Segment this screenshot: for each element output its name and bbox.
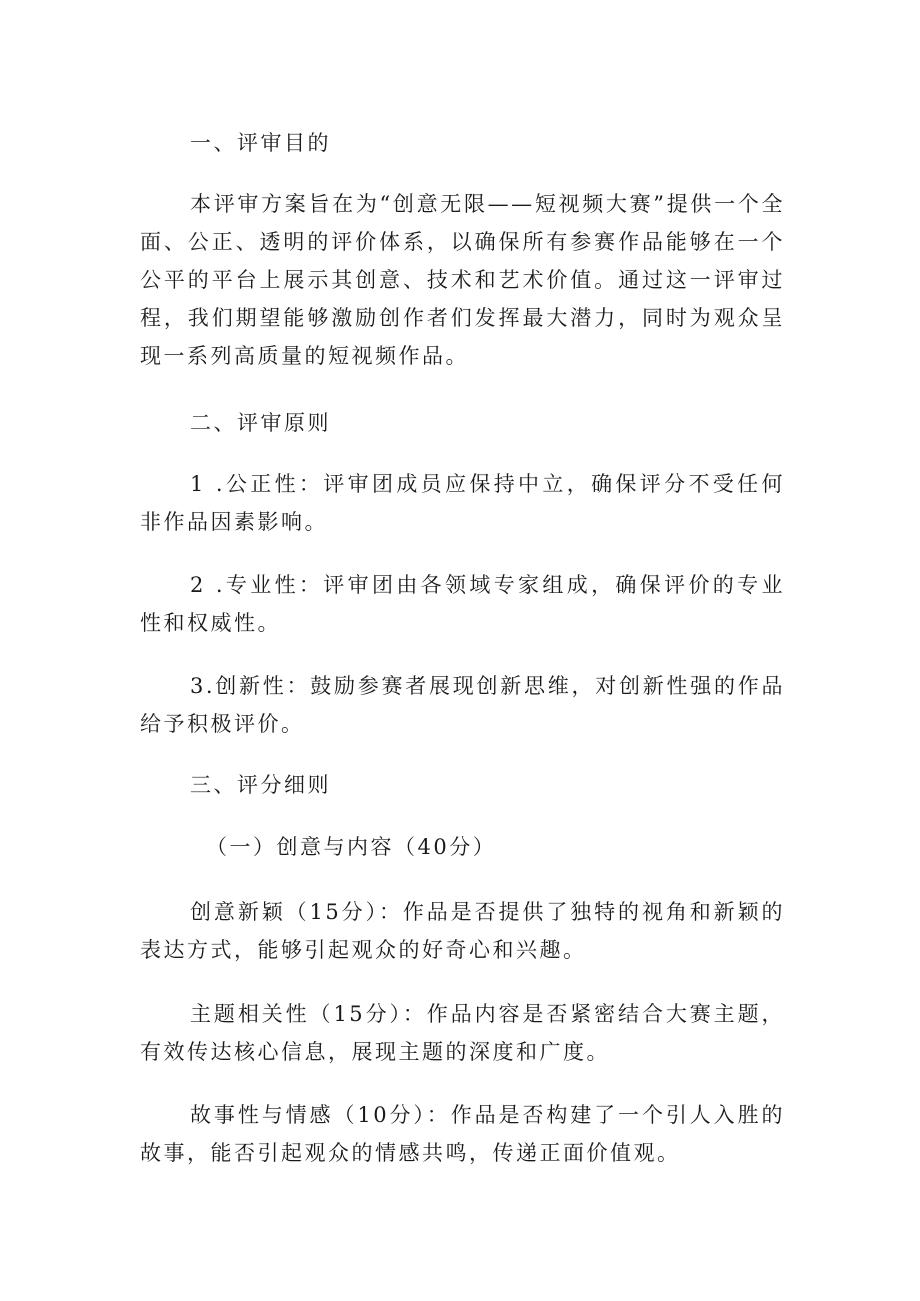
principle-professionalism: 2 .专业性：评审团由各领域专家组成，确保评价的专业性和权威性。 xyxy=(140,573,785,635)
section-2-heading: 二、评审原则 xyxy=(190,411,331,435)
principle-fairness: 1 .公正性：评审团成员应保持中立，确保评分不受任何非作品因素影响。 xyxy=(140,472,785,534)
principle-innovation: 3.创新性：鼓励参赛者展现创新思维，对创新性强的作品给予积极评价。 xyxy=(140,674,785,736)
section-3-subheading: （一）创意与内容（40分） xyxy=(206,835,497,859)
criterion-relevance: 主题相关性（15分）：作品内容是否紧密结合大赛主题，有效传达核心信息，展现主题的深度和广度。 xyxy=(140,1002,785,1064)
criterion-storytelling: 故事性与情感（10分）：作品是否构建了一个引人入胜的故事，能否引起观众的情感共鸣，传递正面价值观。 xyxy=(140,1103,785,1165)
criterion-creativity: 创意新颖（15分）：作品是否提供了独特的视角和新颖的表达方式，能够引起观众的好奇心和兴趣。 xyxy=(140,900,785,962)
section-1-paragraph: 本评审方案旨在为“创意无限——短视频大赛”提供一个全面、公正、透明的评价体系，以确保所有参赛作品能够在一个公平的平台上展示其创意、技术和艺术价值。通过这一评审过程，我们期望能够激励创作者们发挥最大潜力，同时为观众呈现一系列高质量的短视频作品。 xyxy=(140,192,785,368)
section-3-heading: 三、评分细则 xyxy=(190,773,331,797)
section-1-heading: 一、评审目的 xyxy=(190,131,331,155)
